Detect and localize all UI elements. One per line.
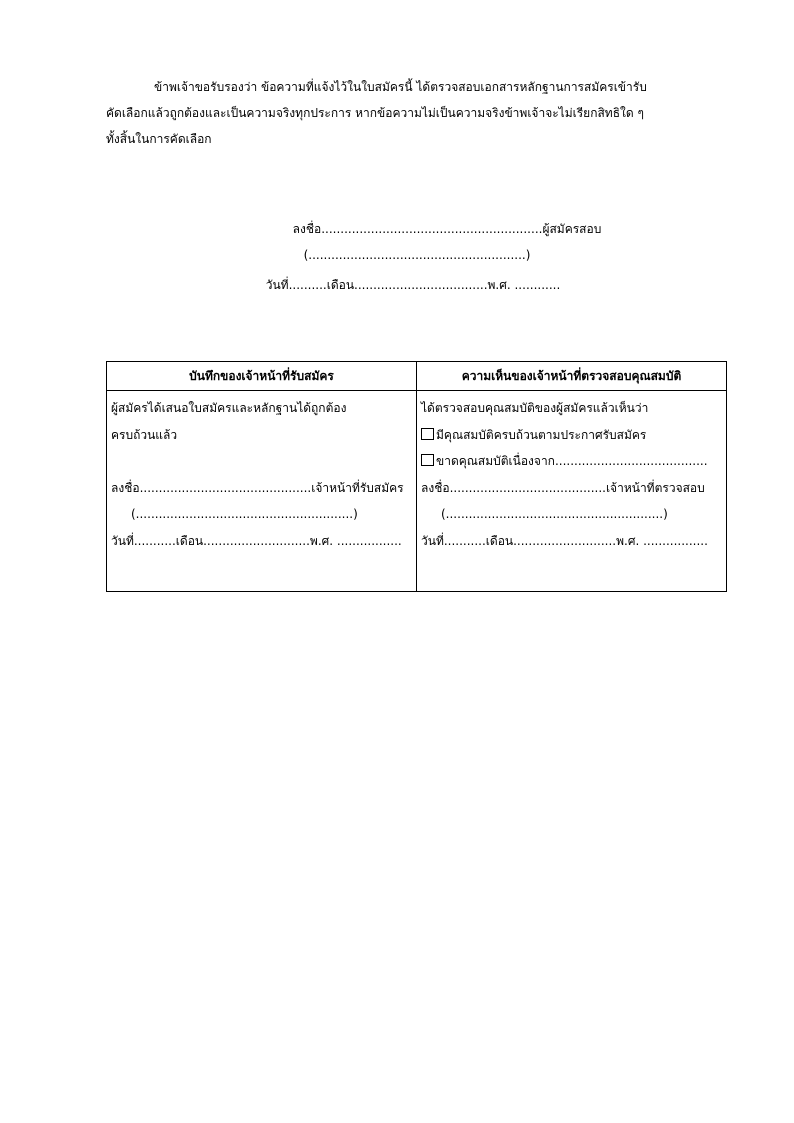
- receiving-note-line-1: ผู้สมัครได้เสนอใบสมัครและหลักฐานได้ถูกต้อง: [111, 401, 347, 415]
- option-qualified-label: มีคุณสมบัติครบถ้วนตามประกาศรับสมัคร: [436, 427, 647, 442]
- receiving-officer-date-line: วันที่...........เดือน............................พ.ศ. .................: [111, 533, 402, 548]
- applicant-signature-line: ลงชื่อ..........................................................ผู้สมัครสอบ: [292, 222, 602, 236]
- certification-line-2: คัดเลือกแล้วถูกต้องและเป็นความจริงทุกประการ หากข้อความไม่เป็นความจริงข้าพเจ้าจะไม่เรียกสิทธิใด ๆ: [106, 106, 644, 120]
- qualification-officer-signature-line: ลงชื่อ.........................................เจ้าหน้าที่ตรวจสอบ: [421, 480, 705, 495]
- applicant-name-line: (.........................................................): [303, 248, 531, 262]
- certification-paragraph: [106, 74, 726, 152]
- applicant-date-line: วันที่..........เดือน...................................พ.ศ. ............: [265, 278, 561, 292]
- receiving-officer-cell: [107, 391, 417, 592]
- receiving-officer-name-line: (.........................................................): [131, 507, 358, 521]
- qualification-officer-cell: [417, 391, 727, 592]
- table-body-row: [107, 391, 727, 592]
- receiving-officer-signature-line: ลงชื่อ.............................................เจ้าหน้าที่รับสมัคร: [111, 480, 404, 495]
- blank-line: [111, 448, 412, 475]
- qualification-officer-date-line: วันที่...........เดือน...........................พ.ศ. .................: [421, 533, 708, 548]
- unqualified-checkbox[interactable]: [421, 454, 434, 466]
- header-receiving-officer: บันทึกของเจ้าหน้าที่รับสมัคร: [107, 362, 417, 391]
- header-qualification-officer: ความเห็นของเจ้าหน้าที่ตรวจสอบคุณสมบัติ: [417, 362, 727, 391]
- qualification-note-line: ได้ตรวจสอบคุณสมบัติของผู้สมัครแล้วเห็นว่า: [421, 401, 649, 415]
- officer-record-table: [106, 361, 727, 592]
- receiving-note-line-2: ครบถ้วนแล้ว: [111, 427, 178, 442]
- option-unqualified: [421, 448, 722, 475]
- option-qualified: [421, 422, 722, 449]
- qualification-officer-name-line: (.........................................................): [441, 507, 668, 521]
- option-unqualified-label: ขาดคุณสมบัติเนื่องจาก........................................: [436, 454, 708, 468]
- table-header-row: [107, 362, 727, 391]
- certification-line-3: ทั้งสิ้นในการคัดเลือก: [106, 132, 212, 146]
- qualified-checkbox[interactable]: [421, 428, 434, 440]
- certification-line-1: ข้าพเจ้าขอรับรองว่า ข้อความที่แจ้งไว้ในใบสมัครนี้ ได้ตรวจสอบเอกสารหลักฐานการสมัครเข้ารับ: [154, 80, 647, 94]
